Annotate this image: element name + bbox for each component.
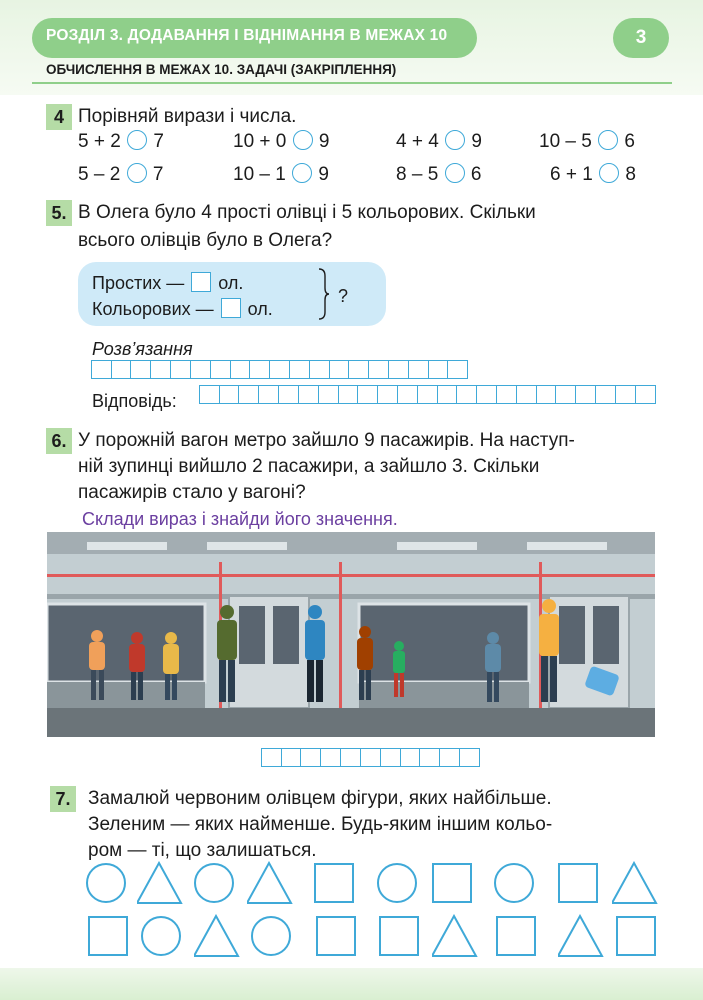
grid-cell[interactable] xyxy=(261,748,282,767)
grid-cell[interactable] xyxy=(400,748,421,767)
expression-left: 5 + 2 xyxy=(78,131,121,152)
grid-cell[interactable] xyxy=(459,748,480,767)
circle-shape[interactable] xyxy=(492,861,540,907)
grid-cell[interactable] xyxy=(278,385,299,404)
row-label: Кольорових — xyxy=(92,299,214,319)
footer-band xyxy=(0,968,703,1000)
grid-cell[interactable] xyxy=(320,748,341,767)
answer-square[interactable] xyxy=(191,272,211,292)
square-shape[interactable] xyxy=(312,861,360,907)
solution-cells[interactable] xyxy=(92,360,468,379)
grid-cell[interactable] xyxy=(249,360,270,379)
note-row-colored xyxy=(92,296,273,322)
answer-cells[interactable] xyxy=(200,385,656,404)
circle-shape[interactable] xyxy=(192,861,240,907)
grid-cell[interactable] xyxy=(130,360,151,379)
square-shape[interactable] xyxy=(86,914,134,960)
compare-circle[interactable] xyxy=(292,163,312,183)
grid-cell[interactable] xyxy=(476,385,497,404)
curly-brace-icon xyxy=(318,268,330,320)
square-shape[interactable] xyxy=(614,914,662,960)
task6-line3: пасажирів стало у вагоні? xyxy=(78,482,306,503)
square-shape[interactable] xyxy=(556,861,604,907)
grid-cell[interactable] xyxy=(348,360,369,379)
grid-cell[interactable] xyxy=(439,748,460,767)
grid-cell[interactable] xyxy=(380,748,401,767)
compare-circle[interactable] xyxy=(127,163,147,183)
grid-cell[interactable] xyxy=(595,385,616,404)
expression-left: 10 + 0 xyxy=(233,131,287,152)
expression-right: 6 xyxy=(624,131,635,152)
section-title: РОЗДІЛ 3. ДОДАВАННЯ І ВІДНІМАННЯ В МЕЖАХ 10 xyxy=(46,27,448,44)
triangle-shape[interactable] xyxy=(612,861,660,907)
grid-cell[interactable] xyxy=(408,360,429,379)
expression-left: 10 – 5 xyxy=(539,131,592,152)
expression-right: 9 xyxy=(318,164,329,185)
grid-cell[interactable] xyxy=(219,385,240,404)
grid-cell[interactable] xyxy=(170,360,191,379)
expression-right: 8 xyxy=(625,164,636,185)
grid-cell[interactable] xyxy=(269,360,290,379)
triangle-shape[interactable] xyxy=(194,914,242,960)
task7-number: 7. xyxy=(50,786,76,812)
header-divider xyxy=(32,82,672,84)
note-row-plain xyxy=(92,270,243,296)
compare-circle[interactable] xyxy=(598,130,618,150)
grid-cell[interactable] xyxy=(417,385,438,404)
circle-shape[interactable] xyxy=(375,861,423,907)
expression xyxy=(539,130,635,153)
grid-cell[interactable] xyxy=(300,748,321,767)
grid-cell[interactable] xyxy=(437,385,458,404)
circle-shape[interactable] xyxy=(84,861,132,907)
expression xyxy=(550,163,636,186)
compare-circle[interactable] xyxy=(599,163,619,183)
triangle-shape[interactable] xyxy=(137,861,185,907)
grid-cell[interactable] xyxy=(150,360,171,379)
grid-cell[interactable] xyxy=(199,385,220,404)
solution-label: Розв’язання xyxy=(92,339,193,359)
task7-line3: ром — ті, що залишаться. xyxy=(88,840,317,861)
task5-number: 5. xyxy=(46,200,72,226)
square-shape[interactable] xyxy=(314,914,362,960)
grid-cell[interactable] xyxy=(555,385,576,404)
grid-cell[interactable] xyxy=(329,360,350,379)
task7-line2: Зеленим — яких найменше. Будь-яким іншим кольо- xyxy=(88,814,553,835)
task4-expressions xyxy=(78,130,658,190)
expression-left: 5 – 2 xyxy=(78,164,121,185)
page-number: 3 xyxy=(613,18,669,58)
expression-right: 6 xyxy=(470,164,482,185)
expression-cells[interactable] xyxy=(262,748,480,767)
grid-cell[interactable] xyxy=(516,385,537,404)
expression-right: 9 xyxy=(471,131,482,152)
unit-label: ол. xyxy=(218,273,244,293)
square-shape[interactable] xyxy=(377,914,425,960)
task6-number: 6. xyxy=(46,428,72,454)
expression-right: 7 xyxy=(153,131,164,152)
grid-cell[interactable] xyxy=(456,385,477,404)
task7-line1: Замалюй червоним олівцем фігури, яких найбільше. xyxy=(88,788,552,809)
triangle-shape[interactable] xyxy=(247,861,295,907)
expression xyxy=(396,163,481,186)
grid-cell[interactable] xyxy=(190,360,211,379)
expression xyxy=(78,130,164,153)
triangle-shape[interactable] xyxy=(432,914,480,960)
compare-circle[interactable] xyxy=(127,130,147,150)
grid-cell[interactable] xyxy=(111,360,132,379)
expression-left: 4 + 4 xyxy=(396,131,439,152)
task5-line1: В Олега було 4 прості олівці і 5 кольорових. Скільки xyxy=(78,202,536,223)
expression xyxy=(233,163,329,186)
compare-circle[interactable] xyxy=(293,130,313,150)
grid-cell[interactable] xyxy=(309,360,330,379)
grid-cell[interactable] xyxy=(447,360,468,379)
expression-left: 6 + 1 xyxy=(550,164,593,185)
expression-right: 9 xyxy=(318,131,330,152)
square-shape[interactable] xyxy=(430,861,478,907)
expression-left: 8 – 5 xyxy=(396,164,439,185)
task6-line1: У порожній вагон метро зайшло 9 пасажирів. На наступ- xyxy=(78,430,575,451)
grid-cell[interactable] xyxy=(238,385,259,404)
triangle-shape[interactable] xyxy=(558,914,606,960)
task6-line2: ній зупинці вийшло 2 пасажири, а зайшло 3. Скільки xyxy=(78,456,540,477)
grid-cell[interactable] xyxy=(281,748,302,767)
grid-cell[interactable] xyxy=(575,385,596,404)
grid-cell[interactable] xyxy=(635,385,656,404)
expression-right: 7 xyxy=(152,164,164,185)
circle-shape[interactable] xyxy=(139,914,187,960)
task5-line2: всього олівців було в Олега? xyxy=(78,230,333,251)
unit-label: ол. xyxy=(247,299,273,319)
task4-instruction: Порівняй вирази і числа. xyxy=(78,106,297,127)
grid-cell[interactable] xyxy=(388,360,409,379)
row-label: Простих — xyxy=(92,273,185,293)
metro-car-picture xyxy=(47,532,655,737)
grid-cell[interactable] xyxy=(615,385,636,404)
grid-cell[interactable] xyxy=(298,385,319,404)
expression-left: 10 – 1 xyxy=(233,164,286,185)
expression xyxy=(233,130,330,153)
question-mark: ? xyxy=(338,286,349,306)
answer-square[interactable] xyxy=(221,298,241,318)
compare-circle[interactable] xyxy=(445,163,465,183)
answer-label: Відповідь: xyxy=(92,391,177,411)
grid-cell[interactable] xyxy=(496,385,517,404)
compare-circle[interactable] xyxy=(445,130,465,150)
grid-cell[interactable] xyxy=(368,360,389,379)
grid-cell[interactable] xyxy=(340,748,361,767)
grid-cell[interactable] xyxy=(397,385,418,404)
grid-cell[interactable] xyxy=(419,748,440,767)
metro-illustration xyxy=(47,532,655,737)
grid-cell[interactable] xyxy=(338,385,359,404)
grid-cell[interactable] xyxy=(210,360,231,379)
task6-instruction: Склади вираз і знайди його значення. xyxy=(82,509,398,529)
grid-cell[interactable] xyxy=(360,748,381,767)
grid-cell[interactable] xyxy=(258,385,279,404)
lesson-subtitle: ОБЧИСЛЕННЯ В МЕЖАХ 10. ЗАДАЧІ (ЗАКРІПЛЕННЯ) xyxy=(46,62,397,77)
grid-cell[interactable] xyxy=(289,360,310,379)
task4-number: 4 xyxy=(46,104,72,130)
grid-cell[interactable] xyxy=(377,385,398,404)
expression xyxy=(396,130,482,153)
expression xyxy=(78,163,163,186)
grid-cell[interactable] xyxy=(230,360,251,379)
square-shape[interactable] xyxy=(494,914,542,960)
grid-cell[interactable] xyxy=(357,385,378,404)
grid-cell[interactable] xyxy=(91,360,112,379)
grid-cell[interactable] xyxy=(318,385,339,404)
grid-cell[interactable] xyxy=(536,385,557,404)
circle-shape[interactable] xyxy=(249,914,297,960)
grid-cell[interactable] xyxy=(428,360,449,379)
